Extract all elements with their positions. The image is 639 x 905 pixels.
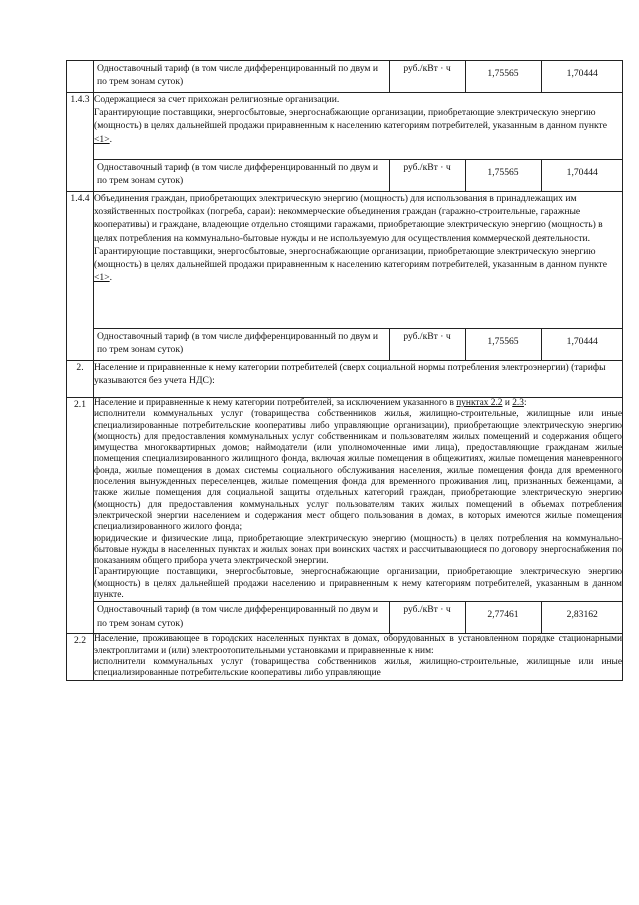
paragraph: Население и приравненные к нему категории потребителей, за исключением указанного в пунктах 2.2 и 2.3:	[94, 398, 527, 408]
row-description	[94, 398, 623, 602]
table-row	[67, 398, 623, 602]
row-description	[94, 192, 623, 329]
paragraph: Гарантирующие поставщики, энергосбытовые, энергоснабжающие организации, приобретающие электрическую энергию (мощность) в целях дальнейшей продажи приравненным к населению категориям потребителей, указанным в данном пункте <1>.	[94, 107, 607, 145]
tariff-subtable	[94, 329, 623, 360]
tariff-value-2: 1,70444	[541, 61, 623, 92]
tariff-label: Одноставочный тариф (в том числе дифференцированный по двум и по трем зонам суток)	[94, 329, 389, 360]
tariff-label: Одноставочный тариф (в том числе дифференцированный по двум и по трем зонам суток)	[94, 160, 389, 191]
section-link[interactable]: пунктах 2.2	[456, 398, 503, 408]
table-row	[67, 361, 623, 398]
paragraph: Объединения граждан, приобретающих электрическую энергию (мощность) для использования в принадлежащих им хозяйственных постройках (погреба, сараи): некоммерческие объединения граждан (гаражно-строительные, гаражные кооперативы) и граждане, владеющие отдельно стоящими гаражами, приобретающие электрическую энергию (мощность) в целях потребления на коммунально-бытовые нужды и не используемую для осуществления коммерческой деятельности.	[94, 193, 603, 244]
row-number: 1.4.4	[67, 192, 94, 361]
row-number: 2.1	[67, 398, 94, 634]
unit-label: руб./кВт · ч	[389, 329, 465, 360]
row-number: 2.2	[67, 634, 94, 680]
table-row	[67, 329, 623, 361]
paragraph: юридические и физические лица, приобретающие электрическую энергию (мощность) в целях потребления на коммунально-бытовые нужды в населенных пунктах и жилых зонах при воинских частях и рассчитывающиеся по договору энергоснабжения по показаниям общего прибора учета электрической энергии.	[94, 533, 622, 567]
unit-label: руб./кВт · ч	[389, 602, 465, 633]
row-number-cell	[67, 61, 94, 93]
tariff-table	[66, 60, 623, 681]
tariff-subtable	[94, 602, 623, 633]
table-row	[67, 602, 623, 634]
tariff-value-2: 1,70444	[541, 160, 623, 191]
unit-label: руб./кВт · ч	[389, 160, 465, 191]
table-row	[67, 192, 623, 329]
tariff-value-1: 1,75565	[465, 329, 541, 360]
tariff-label: Одноставочный тариф (в том числе дифференцированный по двум и по трем зонам суток)	[94, 61, 389, 92]
paragraph: Гарантирующие поставщики, энергосбытовые, энергоснабжающие организации, приобретающие электрическую энергию (мощность) в целях дальнейшей продажи приравненным к населению категориям потребителей, указанным в данном пункте <1>.	[94, 245, 607, 284]
row-description	[94, 634, 623, 680]
tariff-label: Одноставочный тариф (в том числе дифференцированный по двум и по трем зонам суток)	[94, 602, 389, 633]
tariff-value-1: 1,75565	[465, 160, 541, 191]
paragraph: исполнители коммунальных услуг (товарищества собственников жилья, жилищно-строительные, жилищные или иные специализированные потребительские кооперативы либо управляющие	[94, 656, 622, 679]
tariff-value-2: 1,70444	[541, 329, 623, 360]
unit-label: руб./кВт · ч	[389, 61, 465, 92]
tariff-value-2: 2,83162	[541, 602, 623, 633]
paragraph: Население, проживающее в городских населенных пунктах в домах, оборудованных в установленном порядке стационарными электроплитами и (или) электроотопительными установками и приравненные к ним:	[94, 634, 622, 656]
footnote-link[interactable]: <1>	[94, 133, 110, 145]
table-row	[67, 93, 623, 160]
tariff-subtable	[94, 160, 623, 191]
tariff-subtable	[94, 61, 623, 92]
tariff-value-1: 1,75565	[465, 61, 541, 92]
paragraph: Содержащиеся за счет прихожан религиозные организации.	[94, 94, 340, 105]
footnote-link[interactable]: <1>	[94, 272, 110, 284]
paragraph: Гарантирующие поставщики, энергосбытовые, энергоснабжающие организации, приобретающие электрическую энергию (мощность) в целях дальнейшей продажи населению и приравненным к нему категориям потребителей, указанным в данном пункте.	[94, 567, 622, 601]
row-number: 1.4.3	[67, 93, 94, 192]
row-number: 2.	[67, 361, 94, 398]
tariff-value-1: 2,77461	[465, 602, 541, 633]
table-row	[67, 634, 623, 680]
table-row	[67, 61, 623, 93]
section-link[interactable]: 2.3	[512, 398, 524, 408]
paragraph: исполнители коммунальных услуг (товарищества собственников жилья, жилищно-строительные, жилищные или иные специализированные потребительские кооперативы либо управляющие организации), приобретающие электрическую энергию (мощность) для предоставления коммунальных услуг собственникам и пользователям жилых помещений и содержания общего имущества многоквартирных домов; наймодатели (или уполномоченные ими лица), предоставляющие гражданам жилые помещения специализированного жилищного фонда, включая жилые помещения в общежитиях, жилые помещения маневренного фонда, жилые помещения в домах системы социального обслуживания населения, жилые помещения фонда для временного поселения вынужденных переселенцев, жилые помещения фонда для временного проживания лиц, признанных беженцами, а также жилые помещения для социальной защиты отдельных категорий граждан, приобретающие электрическую энергию (мощность) для предоставления коммунальных услуг пользователям таких жилых помещений в объемах потребления электрической энергии населением и содержания мест общего пользования в домах, в которых имеются жилые помещения специализированного жилого фонда;	[94, 409, 622, 533]
table-row	[67, 160, 623, 192]
row-description: Население и приравненные к нему категории потребителей (сверх социальной нормы потребления электроэнергии) (тарифы указываются без учета НДС):	[94, 361, 623, 398]
row-description	[94, 93, 623, 160]
